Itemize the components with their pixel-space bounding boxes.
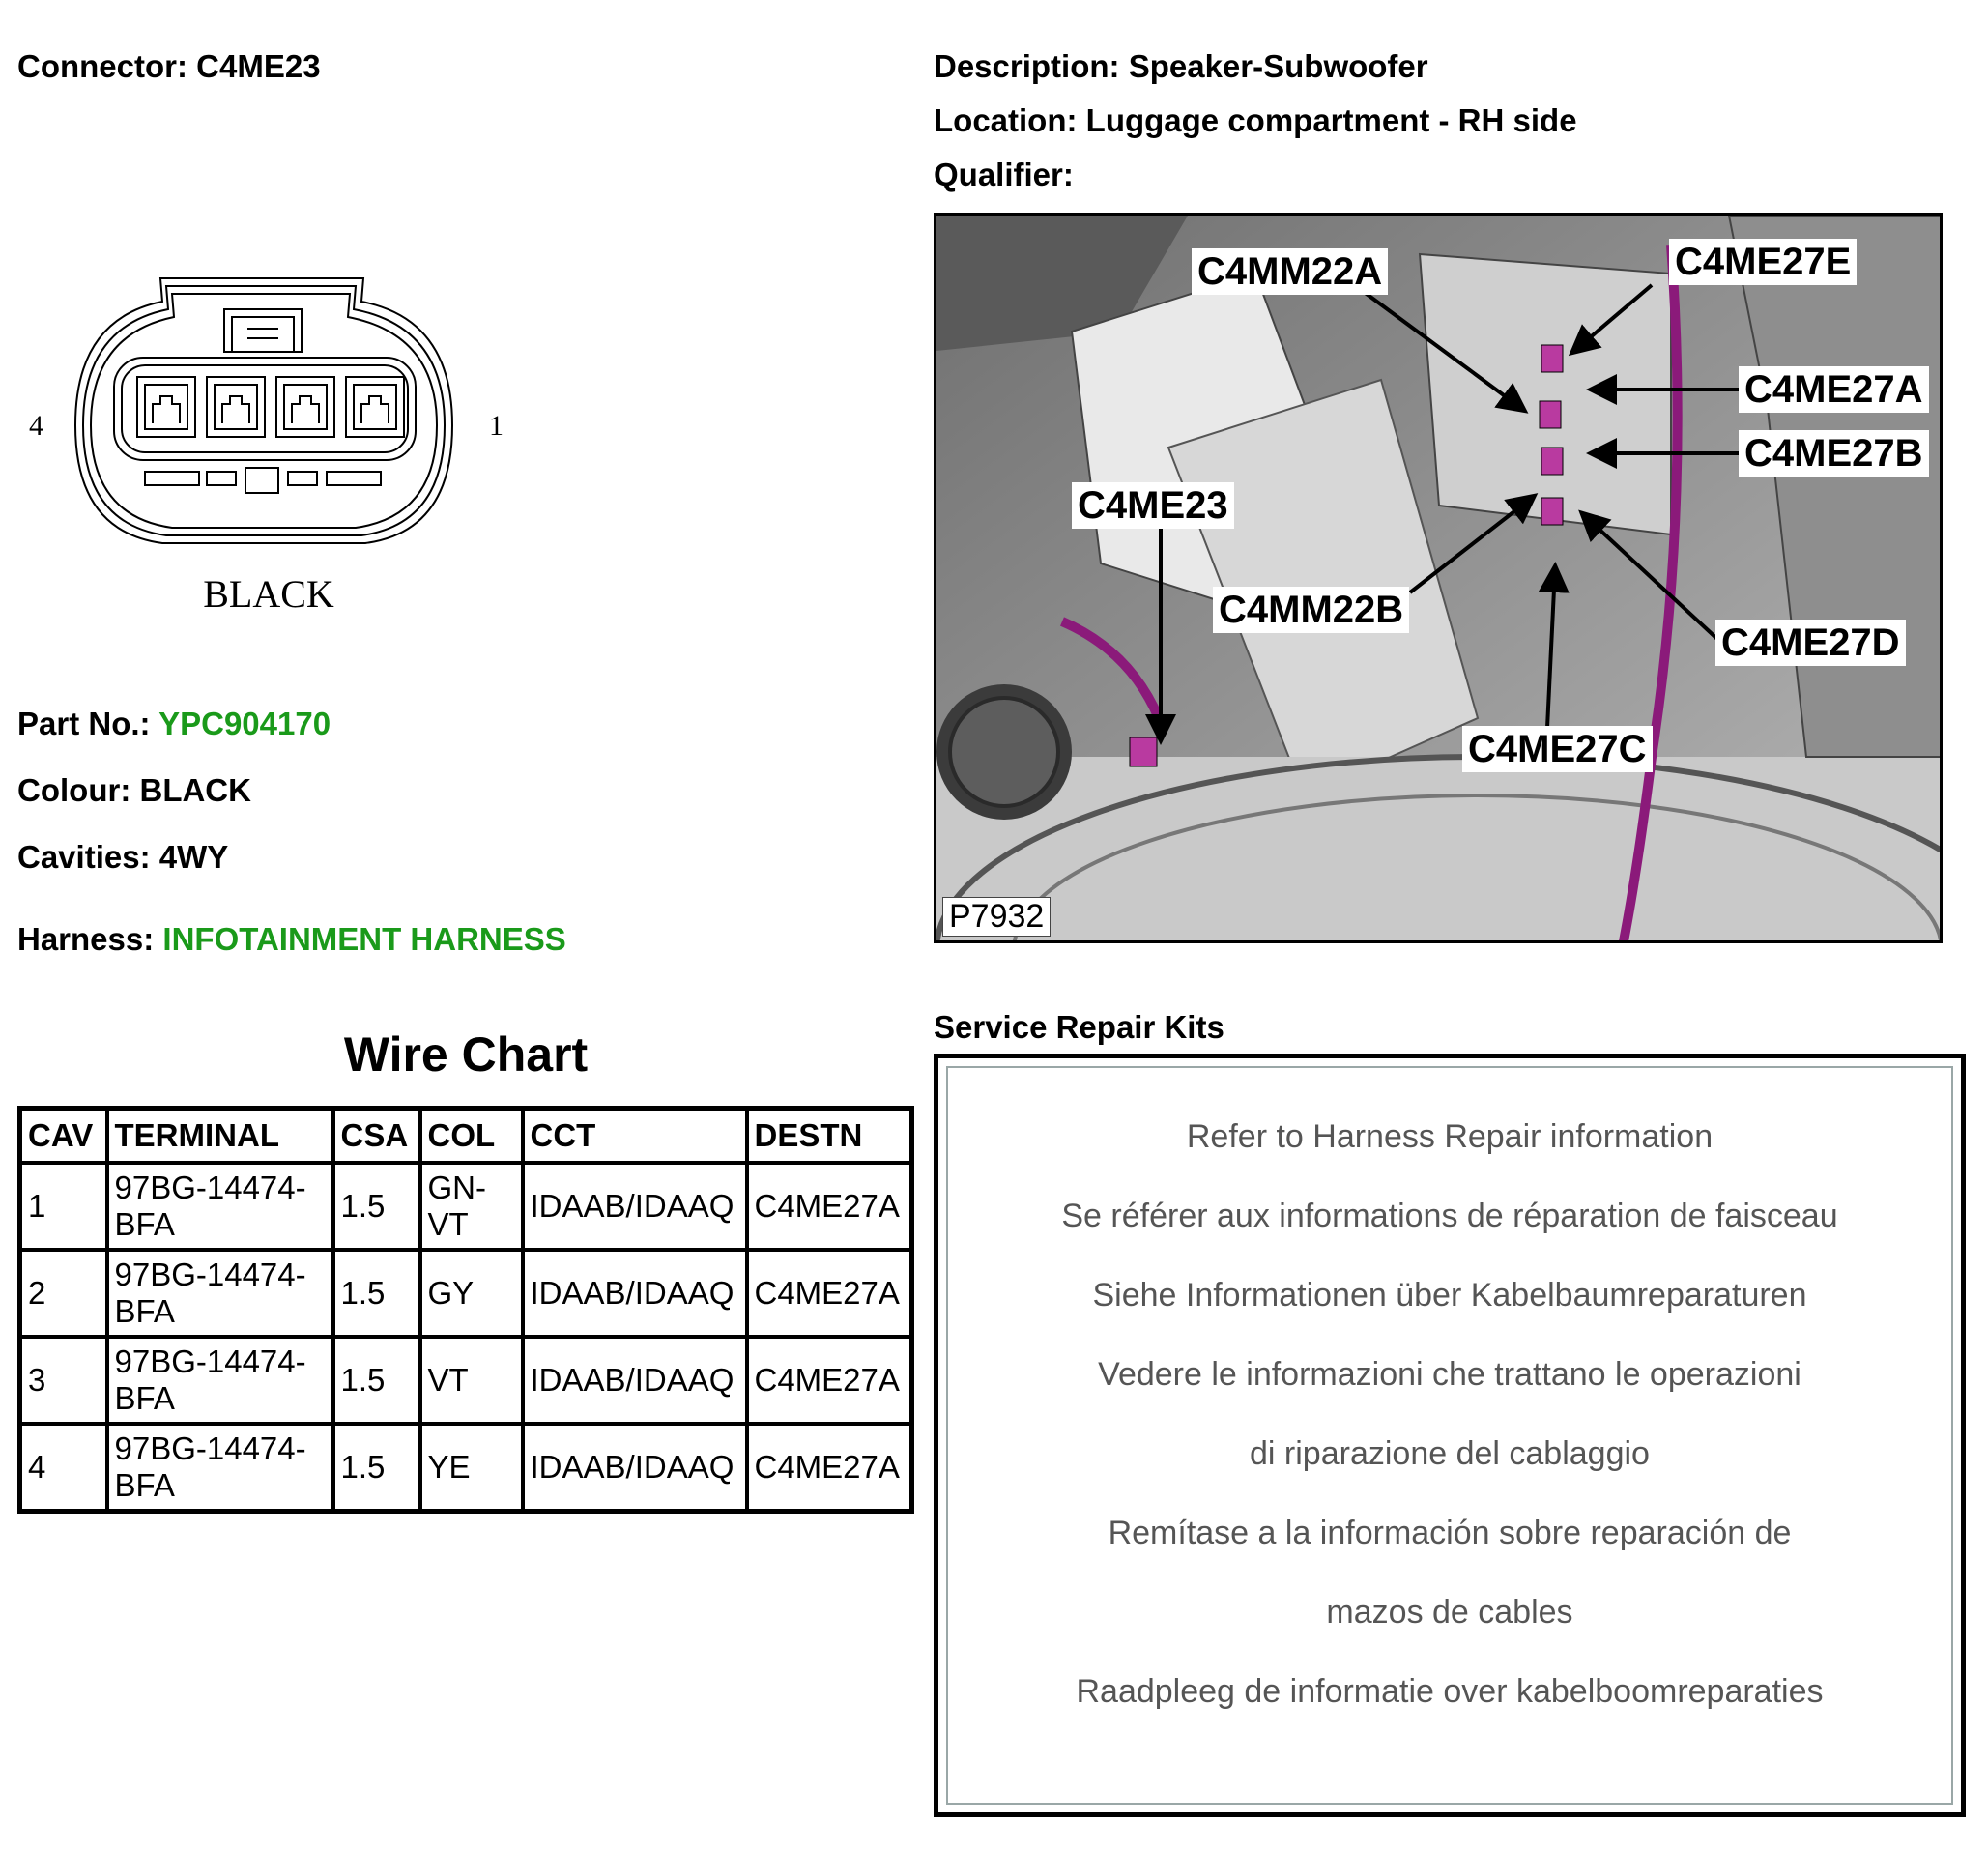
- terminal-cell: [107, 1163, 333, 1250]
- kit-line: Vedere le informazioni che trattano le operazioni: [1098, 1356, 1801, 1393]
- destn-cell: C4ME27A: [747, 1424, 912, 1512]
- cavities-label: Cavities:: [17, 839, 151, 875]
- terminal-cell: [107, 1424, 333, 1512]
- table-row: [20, 1424, 912, 1512]
- csa-cell: 1.5: [333, 1337, 420, 1424]
- wire-chart-header-row: [20, 1109, 912, 1164]
- colour-line: [17, 772, 251, 809]
- callout-c4me27d: C4ME27D: [1715, 620, 1906, 666]
- callout-c4mm22b: C4MM22B: [1213, 587, 1409, 633]
- terminal-line-2: BFA: [114, 1293, 175, 1329]
- service-repair-kits-box: [934, 1054, 1966, 1817]
- callout-c4me27b: C4ME27B: [1739, 430, 1929, 477]
- description-label: Description:: [934, 48, 1120, 84]
- col-line-1: GN-: [427, 1170, 486, 1205]
- cct-cell: IDAAB/IDAAQ: [523, 1424, 747, 1512]
- col-header-col: COL: [420, 1109, 523, 1164]
- kit-line: mazos de cables: [1326, 1594, 1573, 1631]
- connector-colour-caption: BLACK: [203, 572, 334, 616]
- col-header-destn: DESTN: [747, 1109, 912, 1164]
- col-cell: VT: [420, 1337, 523, 1424]
- csa-cell: 1.5: [333, 1424, 420, 1512]
- cct-cell: IDAAB/IDAAQ: [523, 1337, 747, 1424]
- callout-c4me27a: C4ME27A: [1739, 366, 1929, 413]
- destn-cell: C4ME27A: [747, 1163, 912, 1250]
- col-header-cct: CCT: [523, 1109, 747, 1164]
- wire-chart-table: [17, 1106, 914, 1514]
- cav-cell: 3: [20, 1337, 107, 1424]
- location-photo: [934, 213, 1943, 943]
- photo-code: P7932: [942, 897, 1051, 937]
- callout-c4me27c: C4ME27C: [1462, 726, 1653, 772]
- part-no-label: Part No.:: [17, 706, 151, 741]
- harness-label: Harness:: [17, 921, 155, 957]
- csa-cell: 1.5: [333, 1250, 420, 1337]
- terminal-line-2: BFA: [114, 1467, 175, 1503]
- callout-c4me27e: C4ME27E: [1669, 239, 1857, 285]
- harness-line: [17, 921, 566, 958]
- photo-illustration: [936, 216, 1943, 943]
- callout-c4me23: C4ME23: [1072, 482, 1234, 529]
- col-header-cav: CAV: [20, 1109, 107, 1164]
- description-line: [934, 48, 1428, 85]
- terminal-line-1: 97BG-14474-: [114, 1257, 306, 1292]
- destn-cell: C4ME27A: [747, 1337, 912, 1424]
- connector-label: Connector:: [17, 48, 187, 84]
- table-row: [20, 1337, 912, 1424]
- cavities-line: [17, 839, 228, 876]
- cav-cell: 2: [20, 1250, 107, 1337]
- qualifier-label: Qualifier:: [934, 157, 1074, 192]
- kit-line: Remítase a la información sobre reparación de: [1108, 1515, 1792, 1551]
- description-value: Speaker-Subwoofer: [1128, 48, 1428, 84]
- terminal-line-1: 97BG-14474-: [114, 1170, 306, 1205]
- terminal-line-1: 97BG-14474-: [114, 1430, 306, 1466]
- part-no-link[interactable]: YPC904170: [158, 706, 331, 741]
- service-repair-kits-inner: [946, 1066, 1953, 1805]
- terminal-line-2: BFA: [114, 1206, 175, 1242]
- kit-line: Se référer aux informations de réparation de faisceau: [1061, 1198, 1838, 1234]
- kit-line: Siehe Informationen über Kabelbaumreparaturen: [1092, 1277, 1807, 1314]
- col-cell: GY: [420, 1250, 523, 1337]
- wire-chart-title: Wire Chart: [343, 1027, 589, 1082]
- terminal-cell: [107, 1250, 333, 1337]
- table-row: [20, 1163, 912, 1250]
- terminal-line-1: 97BG-14474-: [114, 1343, 306, 1379]
- harness-link[interactable]: INFOTAINMENT HARNESS: [162, 921, 566, 957]
- col-cell: [420, 1163, 523, 1250]
- terminal-cell: [107, 1337, 333, 1424]
- terminal-line-2: BFA: [114, 1380, 175, 1416]
- destn-cell: C4ME27A: [747, 1250, 912, 1337]
- cct-cell: IDAAB/IDAAQ: [523, 1163, 747, 1250]
- cav-cell: 1: [20, 1163, 107, 1250]
- col-cell: YE: [420, 1424, 523, 1512]
- pin-number-left: 4: [29, 410, 43, 442]
- col-line-2: VT: [427, 1206, 469, 1242]
- part-no-line: [17, 706, 331, 742]
- location-value: Luggage compartment - RH side: [1085, 102, 1577, 138]
- callout-c4mm22a: C4MM22A: [1192, 248, 1388, 295]
- cct-cell: IDAAB/IDAAQ: [523, 1250, 747, 1337]
- connector-face-diagram: [17, 261, 510, 628]
- colour-label: Colour:: [17, 772, 131, 808]
- kit-line: di riparazione del cablaggio: [1250, 1435, 1650, 1472]
- cav-cell: 4: [20, 1424, 107, 1512]
- pin-number-right: 1: [489, 410, 504, 442]
- csa-cell: 1.5: [333, 1163, 420, 1250]
- kit-line: Refer to Harness Repair information: [1186, 1118, 1714, 1155]
- table-row: [20, 1250, 912, 1337]
- service-repair-kits-title: Service Repair Kits: [934, 1009, 1224, 1045]
- kit-line: Raadpleeg de informatie over kabelboomreparaties: [1076, 1673, 1824, 1710]
- colour-value: BLACK: [139, 772, 251, 808]
- col-header-terminal: TERMINAL: [107, 1109, 333, 1164]
- cavities-value: 4WY: [158, 839, 229, 875]
- col-header-csa: CSA: [333, 1109, 420, 1164]
- connector-value: C4ME23: [196, 48, 321, 84]
- location-line: [934, 102, 1577, 139]
- location-label: Location:: [934, 102, 1078, 138]
- connector-line: [17, 48, 321, 85]
